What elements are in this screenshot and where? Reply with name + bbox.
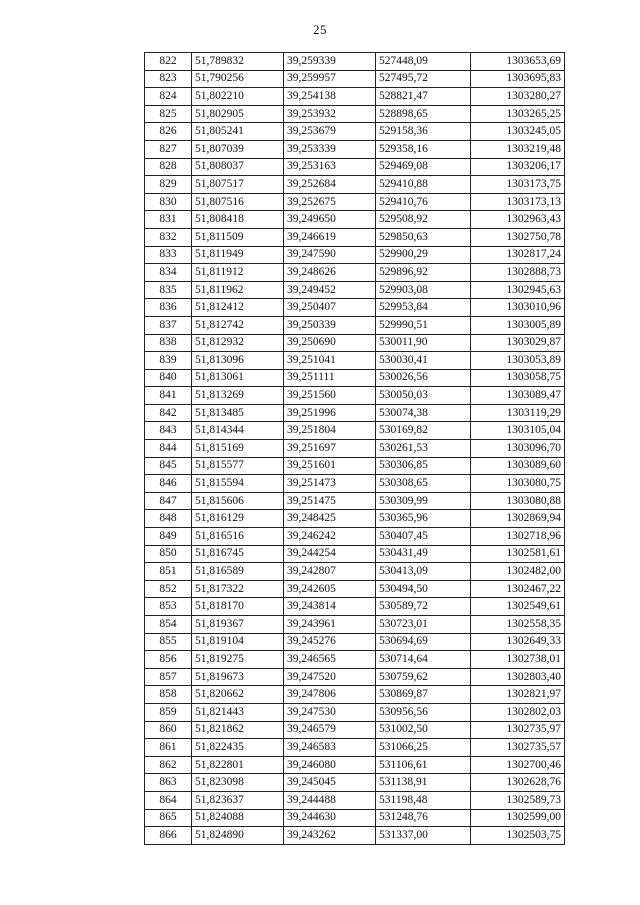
table-row <box>145 352 565 370</box>
latitude-cell: 51,824890 <box>192 827 284 845</box>
x-coordinate-cell: 530169,82 <box>376 422 471 440</box>
x-coordinate-cell: 529358,16 <box>376 140 471 158</box>
y-coordinate-cell: 1303096,70 <box>471 440 565 458</box>
table-row <box>145 211 565 229</box>
x-coordinate-cell: 530309,99 <box>376 492 471 510</box>
x-coordinate-cell: 529903,08 <box>376 281 471 299</box>
longitude-cell: 39,253679 <box>284 123 376 141</box>
table-row <box>145 299 565 317</box>
longitude-cell: 39,248626 <box>284 264 376 282</box>
point-number-cell: 837 <box>145 316 192 334</box>
table-row <box>145 404 565 422</box>
x-coordinate-cell: 529410,88 <box>376 176 471 194</box>
y-coordinate-cell: 1302945,63 <box>471 281 565 299</box>
table-row <box>145 176 565 194</box>
latitude-cell: 51,815594 <box>192 475 284 493</box>
point-number-cell: 828 <box>145 158 192 176</box>
point-number-cell: 844 <box>145 440 192 458</box>
longitude-cell: 39,251601 <box>284 457 376 475</box>
latitude-cell: 51,823098 <box>192 774 284 792</box>
point-number-cell: 826 <box>145 123 192 141</box>
point-number-cell: 856 <box>145 651 192 669</box>
longitude-cell: 39,253339 <box>284 140 376 158</box>
longitude-cell: 39,251475 <box>284 492 376 510</box>
longitude-cell: 39,254138 <box>284 88 376 106</box>
latitude-cell: 51,811949 <box>192 246 284 264</box>
table-row <box>145 422 565 440</box>
y-coordinate-cell: 1302503,75 <box>471 827 565 845</box>
point-number-cell: 834 <box>145 264 192 282</box>
y-coordinate-cell: 1302817,24 <box>471 246 565 264</box>
point-number-cell: 843 <box>145 422 192 440</box>
coordinates-table-body <box>145 53 565 845</box>
point-number-cell: 857 <box>145 668 192 686</box>
x-coordinate-cell: 530030,41 <box>376 352 471 370</box>
latitude-cell: 51,813061 <box>192 369 284 387</box>
latitude-cell: 51,807039 <box>192 140 284 158</box>
latitude-cell: 51,805241 <box>192 123 284 141</box>
point-number-cell: 852 <box>145 580 192 598</box>
y-coordinate-cell: 1303058,75 <box>471 369 565 387</box>
table-row <box>145 457 565 475</box>
latitude-cell: 51,811509 <box>192 228 284 246</box>
longitude-cell: 39,252675 <box>284 193 376 211</box>
table-row <box>145 193 565 211</box>
point-number-cell: 862 <box>145 756 192 774</box>
longitude-cell: 39,259339 <box>284 53 376 71</box>
y-coordinate-cell: 1303173,13 <box>471 193 565 211</box>
longitude-cell: 39,253163 <box>284 158 376 176</box>
latitude-cell: 51,808037 <box>192 158 284 176</box>
latitude-cell: 51,812742 <box>192 316 284 334</box>
x-coordinate-cell: 529900,29 <box>376 246 471 264</box>
x-coordinate-cell: 529410,76 <box>376 193 471 211</box>
x-coordinate-cell: 530261,53 <box>376 440 471 458</box>
point-number-cell: 824 <box>145 88 192 106</box>
y-coordinate-cell: 1302735,57 <box>471 739 565 757</box>
y-coordinate-cell: 1302718,96 <box>471 528 565 546</box>
longitude-cell: 39,251473 <box>284 475 376 493</box>
y-coordinate-cell: 1303653,69 <box>471 53 565 71</box>
point-number-cell: 846 <box>145 475 192 493</box>
table-row <box>145 123 565 141</box>
y-coordinate-cell: 1302628,76 <box>471 774 565 792</box>
y-coordinate-cell: 1303119,29 <box>471 404 565 422</box>
latitude-cell: 51,811912 <box>192 264 284 282</box>
point-number-cell: 830 <box>145 193 192 211</box>
latitude-cell: 51,819367 <box>192 616 284 634</box>
x-coordinate-cell: 530723,01 <box>376 616 471 634</box>
table-row <box>145 440 565 458</box>
x-coordinate-cell: 530714,64 <box>376 651 471 669</box>
point-number-cell: 825 <box>145 105 192 123</box>
x-coordinate-cell: 530011,90 <box>376 334 471 352</box>
point-number-cell: 822 <box>145 53 192 71</box>
longitude-cell: 39,247530 <box>284 703 376 721</box>
point-number-cell: 855 <box>145 633 192 651</box>
latitude-cell: 51,815577 <box>192 457 284 475</box>
latitude-cell: 51,807516 <box>192 193 284 211</box>
point-number-cell: 842 <box>145 404 192 422</box>
y-coordinate-cell: 1302869,94 <box>471 510 565 528</box>
longitude-cell: 39,246080 <box>284 756 376 774</box>
x-coordinate-cell: 529896,92 <box>376 264 471 282</box>
point-number-cell: 845 <box>145 457 192 475</box>
point-number-cell: 849 <box>145 528 192 546</box>
longitude-cell: 39,243961 <box>284 616 376 634</box>
latitude-cell: 51,807517 <box>192 176 284 194</box>
longitude-cell: 39,243262 <box>284 827 376 845</box>
point-number-cell: 861 <box>145 739 192 757</box>
latitude-cell: 51,814344 <box>192 422 284 440</box>
point-number-cell: 832 <box>145 228 192 246</box>
table-row <box>145 598 565 616</box>
latitude-cell: 51,824088 <box>192 809 284 827</box>
point-number-cell: 839 <box>145 352 192 370</box>
table-row <box>145 827 565 845</box>
longitude-cell: 39,249452 <box>284 281 376 299</box>
x-coordinate-cell: 530869,87 <box>376 686 471 704</box>
y-coordinate-cell: 1303089,47 <box>471 387 565 405</box>
x-coordinate-cell: 529850,63 <box>376 228 471 246</box>
y-coordinate-cell: 1302821,97 <box>471 686 565 704</box>
point-number-cell: 829 <box>145 176 192 194</box>
latitude-cell: 51,821862 <box>192 721 284 739</box>
longitude-cell: 39,250690 <box>284 334 376 352</box>
longitude-cell: 39,247806 <box>284 686 376 704</box>
longitude-cell: 39,247520 <box>284 668 376 686</box>
longitude-cell: 39,242807 <box>284 563 376 581</box>
y-coordinate-cell: 1303005,89 <box>471 316 565 334</box>
y-coordinate-cell: 1303280,27 <box>471 88 565 106</box>
point-number-cell: 854 <box>145 616 192 634</box>
y-coordinate-cell: 1303695,83 <box>471 70 565 88</box>
latitude-cell: 51,818170 <box>192 598 284 616</box>
y-coordinate-cell: 1303089,60 <box>471 457 565 475</box>
longitude-cell: 39,252684 <box>284 176 376 194</box>
table-row <box>145 809 565 827</box>
longitude-cell: 39,259957 <box>284 70 376 88</box>
table-row <box>145 528 565 546</box>
table-row <box>145 791 565 809</box>
x-coordinate-cell: 530050,03 <box>376 387 471 405</box>
point-number-cell: 833 <box>145 246 192 264</box>
longitude-cell: 39,244488 <box>284 791 376 809</box>
y-coordinate-cell: 1302467,22 <box>471 580 565 598</box>
x-coordinate-cell: 529990,51 <box>376 316 471 334</box>
longitude-cell: 39,245276 <box>284 633 376 651</box>
x-coordinate-cell: 529508,92 <box>376 211 471 229</box>
table-row <box>145 686 565 704</box>
latitude-cell: 51,819104 <box>192 633 284 651</box>
x-coordinate-cell: 530431,49 <box>376 545 471 563</box>
table-row <box>145 616 565 634</box>
point-number-cell: 864 <box>145 791 192 809</box>
latitude-cell: 51,815606 <box>192 492 284 510</box>
latitude-cell: 51,813485 <box>192 404 284 422</box>
y-coordinate-cell: 1302802,03 <box>471 703 565 721</box>
y-coordinate-cell: 1302700,46 <box>471 756 565 774</box>
table-row <box>145 334 565 352</box>
x-coordinate-cell: 530407,45 <box>376 528 471 546</box>
table-row <box>145 316 565 334</box>
table-row <box>145 545 565 563</box>
longitude-cell: 39,246619 <box>284 228 376 246</box>
x-coordinate-cell: 529469,08 <box>376 158 471 176</box>
point-number-cell: 860 <box>145 721 192 739</box>
y-coordinate-cell: 1303053,89 <box>471 352 565 370</box>
y-coordinate-cell: 1303105,04 <box>471 422 565 440</box>
x-coordinate-cell: 527448,09 <box>376 53 471 71</box>
point-number-cell: 851 <box>145 563 192 581</box>
table-row <box>145 264 565 282</box>
y-coordinate-cell: 1303029,87 <box>471 334 565 352</box>
point-number-cell: 850 <box>145 545 192 563</box>
point-number-cell: 848 <box>145 510 192 528</box>
y-coordinate-cell: 1302735,97 <box>471 721 565 739</box>
latitude-cell: 51,816516 <box>192 528 284 546</box>
point-number-cell: 840 <box>145 369 192 387</box>
latitude-cell: 51,802905 <box>192 105 284 123</box>
x-coordinate-cell: 531066,25 <box>376 739 471 757</box>
longitude-cell: 39,246242 <box>284 528 376 546</box>
y-coordinate-cell: 1302888,73 <box>471 264 565 282</box>
x-coordinate-cell: 528821,47 <box>376 88 471 106</box>
longitude-cell: 39,248425 <box>284 510 376 528</box>
latitude-cell: 51,811962 <box>192 281 284 299</box>
table-row <box>145 721 565 739</box>
x-coordinate-cell: 530956,56 <box>376 703 471 721</box>
longitude-cell: 39,251560 <box>284 387 376 405</box>
latitude-cell: 51,816745 <box>192 545 284 563</box>
y-coordinate-cell: 1303080,88 <box>471 492 565 510</box>
page-number: 25 <box>313 22 327 37</box>
latitude-cell: 51,819673 <box>192 668 284 686</box>
x-coordinate-cell: 529158,36 <box>376 123 471 141</box>
y-coordinate-cell: 1303206,17 <box>471 158 565 176</box>
latitude-cell: 51,817322 <box>192 580 284 598</box>
y-coordinate-cell: 1303219,48 <box>471 140 565 158</box>
table-row <box>145 739 565 757</box>
point-number-cell: 859 <box>145 703 192 721</box>
y-coordinate-cell: 1303173,75 <box>471 176 565 194</box>
latitude-cell: 51,789832 <box>192 53 284 71</box>
latitude-cell: 51,802210 <box>192 88 284 106</box>
table-row <box>145 228 565 246</box>
y-coordinate-cell: 1303245,05 <box>471 123 565 141</box>
latitude-cell: 51,808418 <box>192 211 284 229</box>
point-number-cell: 841 <box>145 387 192 405</box>
x-coordinate-cell: 531248,76 <box>376 809 471 827</box>
x-coordinate-cell: 527495,72 <box>376 70 471 88</box>
longitude-cell: 39,242605 <box>284 580 376 598</box>
point-number-cell: 866 <box>145 827 192 845</box>
x-coordinate-cell: 531198,48 <box>376 791 471 809</box>
longitude-cell: 39,246565 <box>284 651 376 669</box>
latitude-cell: 51,815169 <box>192 440 284 458</box>
point-number-cell: 865 <box>145 809 192 827</box>
table-row <box>145 105 565 123</box>
y-coordinate-cell: 1302589,73 <box>471 791 565 809</box>
x-coordinate-cell: 530026,56 <box>376 369 471 387</box>
latitude-cell: 51,819275 <box>192 651 284 669</box>
y-coordinate-cell: 1302803,40 <box>471 668 565 686</box>
point-number-cell: 835 <box>145 281 192 299</box>
longitude-cell: 39,246579 <box>284 721 376 739</box>
latitude-cell: 51,816129 <box>192 510 284 528</box>
table-row <box>145 774 565 792</box>
y-coordinate-cell: 1302482,00 <box>471 563 565 581</box>
latitude-cell: 51,813096 <box>192 352 284 370</box>
y-coordinate-cell: 1303080,75 <box>471 475 565 493</box>
point-number-cell: 823 <box>145 70 192 88</box>
table-row <box>145 651 565 669</box>
y-coordinate-cell: 1302649,33 <box>471 633 565 651</box>
y-coordinate-cell: 1302581,61 <box>471 545 565 563</box>
table-row <box>145 668 565 686</box>
x-coordinate-cell: 528898,65 <box>376 105 471 123</box>
y-coordinate-cell: 1302963,43 <box>471 211 565 229</box>
x-coordinate-cell: 531002,50 <box>376 721 471 739</box>
longitude-cell: 39,249650 <box>284 211 376 229</box>
coordinates-table <box>144 52 565 845</box>
latitude-cell: 51,823637 <box>192 791 284 809</box>
latitude-cell: 51,820662 <box>192 686 284 704</box>
table-row <box>145 387 565 405</box>
latitude-cell: 51,822801 <box>192 756 284 774</box>
table-row <box>145 140 565 158</box>
table-row <box>145 53 565 71</box>
longitude-cell: 39,251111 <box>284 369 376 387</box>
point-number-cell: 863 <box>145 774 192 792</box>
point-number-cell: 836 <box>145 299 192 317</box>
table-row <box>145 756 565 774</box>
longitude-cell: 39,251697 <box>284 440 376 458</box>
table-row <box>145 580 565 598</box>
longitude-cell: 39,250339 <box>284 316 376 334</box>
y-coordinate-cell: 1302599,00 <box>471 809 565 827</box>
longitude-cell: 39,251041 <box>284 352 376 370</box>
x-coordinate-cell: 530589,72 <box>376 598 471 616</box>
y-coordinate-cell: 1302549,61 <box>471 598 565 616</box>
y-coordinate-cell: 1303265,25 <box>471 105 565 123</box>
latitude-cell: 51,812412 <box>192 299 284 317</box>
y-coordinate-cell: 1302738,01 <box>471 651 565 669</box>
y-coordinate-cell: 1302558,35 <box>471 616 565 634</box>
latitude-cell: 51,821443 <box>192 703 284 721</box>
x-coordinate-cell: 530494,50 <box>376 580 471 598</box>
table-row <box>145 633 565 651</box>
longitude-cell: 39,245045 <box>284 774 376 792</box>
longitude-cell: 39,244254 <box>284 545 376 563</box>
table-row <box>145 246 565 264</box>
point-number-cell: 853 <box>145 598 192 616</box>
x-coordinate-cell: 530074,38 <box>376 404 471 422</box>
x-coordinate-cell: 529953,84 <box>376 299 471 317</box>
y-coordinate-cell: 1303010,96 <box>471 299 565 317</box>
latitude-cell: 51,812932 <box>192 334 284 352</box>
y-coordinate-cell: 1302750,78 <box>471 228 565 246</box>
x-coordinate-cell: 530308,65 <box>376 475 471 493</box>
x-coordinate-cell: 530413,09 <box>376 563 471 581</box>
latitude-cell: 51,790256 <box>192 70 284 88</box>
latitude-cell: 51,816589 <box>192 563 284 581</box>
table-row <box>145 703 565 721</box>
point-number-cell: 827 <box>145 140 192 158</box>
x-coordinate-cell: 531106,61 <box>376 756 471 774</box>
x-coordinate-cell: 530759,62 <box>376 668 471 686</box>
table-row <box>145 563 565 581</box>
table-row <box>145 510 565 528</box>
longitude-cell: 39,246583 <box>284 739 376 757</box>
point-number-cell: 847 <box>145 492 192 510</box>
table-row <box>145 88 565 106</box>
point-number-cell: 831 <box>145 211 192 229</box>
longitude-cell: 39,253932 <box>284 105 376 123</box>
x-coordinate-cell: 530365,96 <box>376 510 471 528</box>
latitude-cell: 51,822435 <box>192 739 284 757</box>
x-coordinate-cell: 530694,69 <box>376 633 471 651</box>
longitude-cell: 39,250407 <box>284 299 376 317</box>
latitude-cell: 51,813269 <box>192 387 284 405</box>
table-row <box>145 158 565 176</box>
table-row <box>145 369 565 387</box>
longitude-cell: 39,251804 <box>284 422 376 440</box>
x-coordinate-cell: 530306,85 <box>376 457 471 475</box>
x-coordinate-cell: 531138,91 <box>376 774 471 792</box>
table-row <box>145 475 565 493</box>
longitude-cell: 39,243814 <box>284 598 376 616</box>
longitude-cell: 39,247590 <box>284 246 376 264</box>
table-row <box>145 281 565 299</box>
table-row <box>145 492 565 510</box>
table-row <box>145 70 565 88</box>
longitude-cell: 39,251996 <box>284 404 376 422</box>
point-number-cell: 838 <box>145 334 192 352</box>
longitude-cell: 39,244630 <box>284 809 376 827</box>
point-number-cell: 858 <box>145 686 192 704</box>
x-coordinate-cell: 531337,00 <box>376 827 471 845</box>
